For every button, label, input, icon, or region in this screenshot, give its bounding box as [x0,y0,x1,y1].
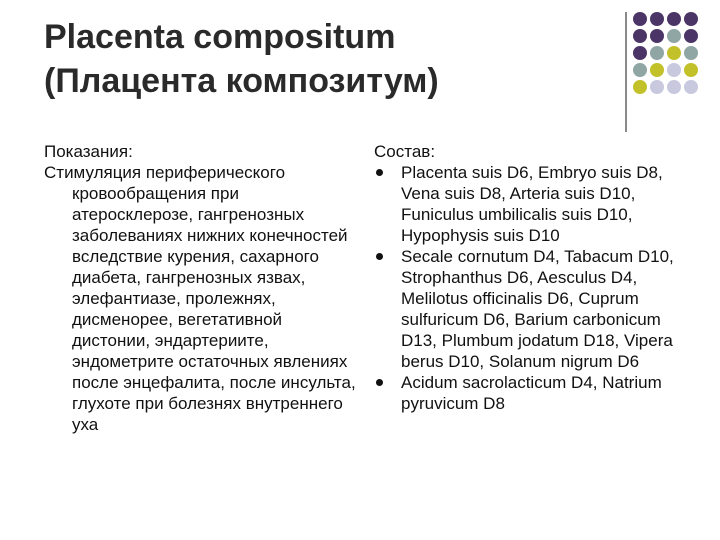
bullet-icon [376,253,383,260]
vertical-divider [625,12,627,132]
decorative-dot [633,12,647,26]
composition-item-text: Placenta suis D6, Embryo suis D8, Vena suis D8, Arteria suis D10, Funiculus umbilicalis suis D10, Hypophysis suis D10 [401,163,663,245]
composition-item-text: Acidum sacrolacticum D4, Natrium pyruvicum D8 [401,373,662,413]
composition-heading: Состав: [374,142,436,161]
decorative-dot [633,46,647,60]
decorative-dot [684,80,698,94]
decorative-dot [684,63,698,77]
composition-column [374,141,694,414]
bullet-icon [376,169,383,176]
decorative-dot [667,80,681,94]
decorative-dot [684,12,698,26]
decorative-dot [650,80,664,94]
title-line-latin: Placenta compositum [44,18,396,56]
bullet-icon [376,379,383,386]
list-item [374,246,694,372]
list-item [374,372,694,414]
decorative-dot [650,29,664,43]
indications-text: Стимуляция периферического кровообращения при атеросклерозе, гангренозных заболеваниях нижних конечностей вследствие курения, сахарного диабета, гангренозных язвах, элефантиазе, пролежнях, дисменорее, вегетативной дистонии, эндартериите, эндометрите остаточных явлениях после энцефалита, после инсульта, глухоте при болезнях внутреннего уха [44,163,356,434]
list-item [374,162,694,246]
decorative-dot [650,46,664,60]
decorative-dot [667,63,681,77]
decorative-dot [650,63,664,77]
decorative-dot-grid [633,12,720,102]
decorative-dot [633,80,647,94]
decorative-dot [667,29,681,43]
slide-title [44,15,439,103]
decorative-dot [633,63,647,77]
decorative-dot [667,46,681,60]
composition-item-text: Secale cornutum D4, Tabacum D10, Strophanthus D6, Aesculus D4, Melilotus officinalis D6, Cuprum sulfuricum D6, Barium carbonicum D13, Plumbum jodatum D18, Vipera berus D10, Solanum nigrum D6 [401,247,674,371]
indications-column [44,141,356,435]
decorative-dot [650,12,664,26]
indications-heading: Показания: [44,142,133,161]
composition-list [374,162,694,414]
decorative-dot [633,29,647,43]
title-line-russian: (Плацента композитум) [44,62,439,100]
decorative-dot [684,29,698,43]
decorative-dot [667,12,681,26]
decorative-dot [684,46,698,60]
